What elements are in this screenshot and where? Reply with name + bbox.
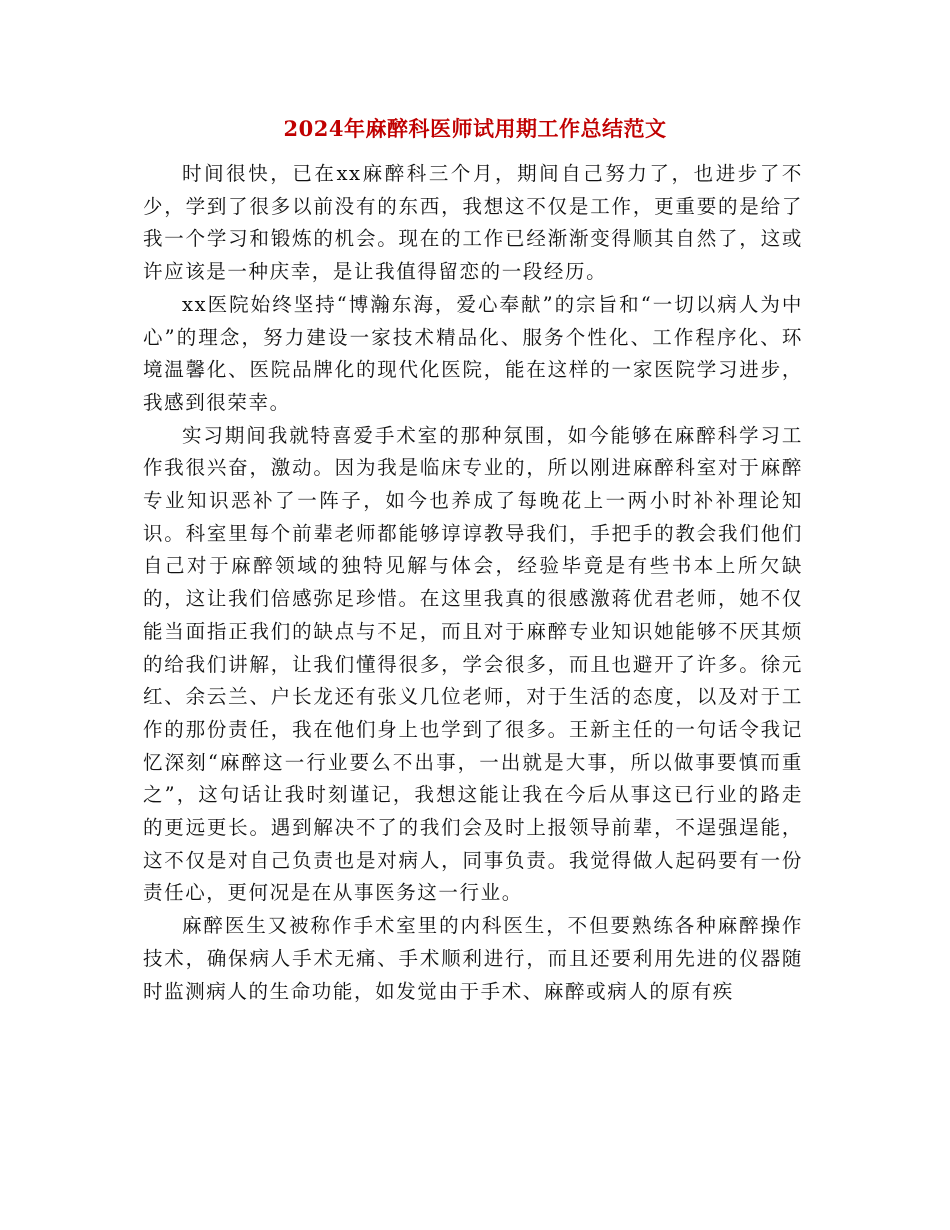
document-title: 2024年麻醉科医师试用期工作总结范文 [283, 116, 667, 141]
paragraph-3: 实习期间我就特喜爱手术室的那种氛围，如今能够在麻醉科学习工作我很兴奋，激动。因为我是临床专业的，所以刚进麻醉科室对于麻醉专业知识恶补了一阵子，如今也养成了每晚花上一两小时补补理论知识。科室里每个前辈老师都能够谆谆教导我们，手把手的教会我们他们自己对于麻醉领域的独特见解与体会，经验毕竟是有些书本上所欠缺的，这让我们倍感弥足珍惜。在这里我真的很感激蒋优君老师，她不仅能当面指正我们的缺点与不足，而且对于麻醉专业知识她能够不厌其烦的给我们讲解，让我们懂得很多，学会很多，而且也避开了许多。徐元红、余云兰、户长龙还有张义几位老师，对于生活的态度，以及对于工作的那份责任，我在他们身上也学到了很多。王新主任的一句话令我记忆深刻“麻醉这一行业要么不出事，一出就是大事，所以做事要慎而重之”，这句话让我时刻谨记，我想这能让我在今后从事这已行业的路走的更远更长。遇到解决不了的我们会及时上报领导前辈，不逞强逞能，这不仅是对自己负责也是对病人，同事负责。我觉得做人起码要有一份责任心，更何况是在从事医务这一行业。 [143, 423, 803, 905]
document-body [143, 158, 803, 1008]
paragraph-4: 麻醉医生又被称作手术室里的内科医生，不但要熟练各种麻醉操作技术，确保病人手术无痛、手术顺利进行，而且还要利用先进的仪器随时监测病人的生命功能，如发觉由于手术、麻醉或病人的原有疾 [143, 914, 803, 1003]
paragraph-1: 时间很快，已在xx麻醉科三个月，期间自己努力了，也进步了不少，学到了很多以前没有的东西，我想这不仅是工作，更重要的是给了我一个学习和锻炼的机会。现在的工作已经渐渐变得顺其自然了，这或许应该是一种庆幸，是让我值得留恋的一段经历。 [143, 162, 803, 284]
paragraph-2: xx医院始终坚持“博瀚东海，爱心奉献”的宗旨和“一切以病人为中心”的理念，努力建设一家技术精品化、服务个性化、工作程序化、环境温馨化、医院品牌化的现代化医院，能在这样的一家医院学习进步，我感到很荣幸。 [143, 292, 803, 414]
